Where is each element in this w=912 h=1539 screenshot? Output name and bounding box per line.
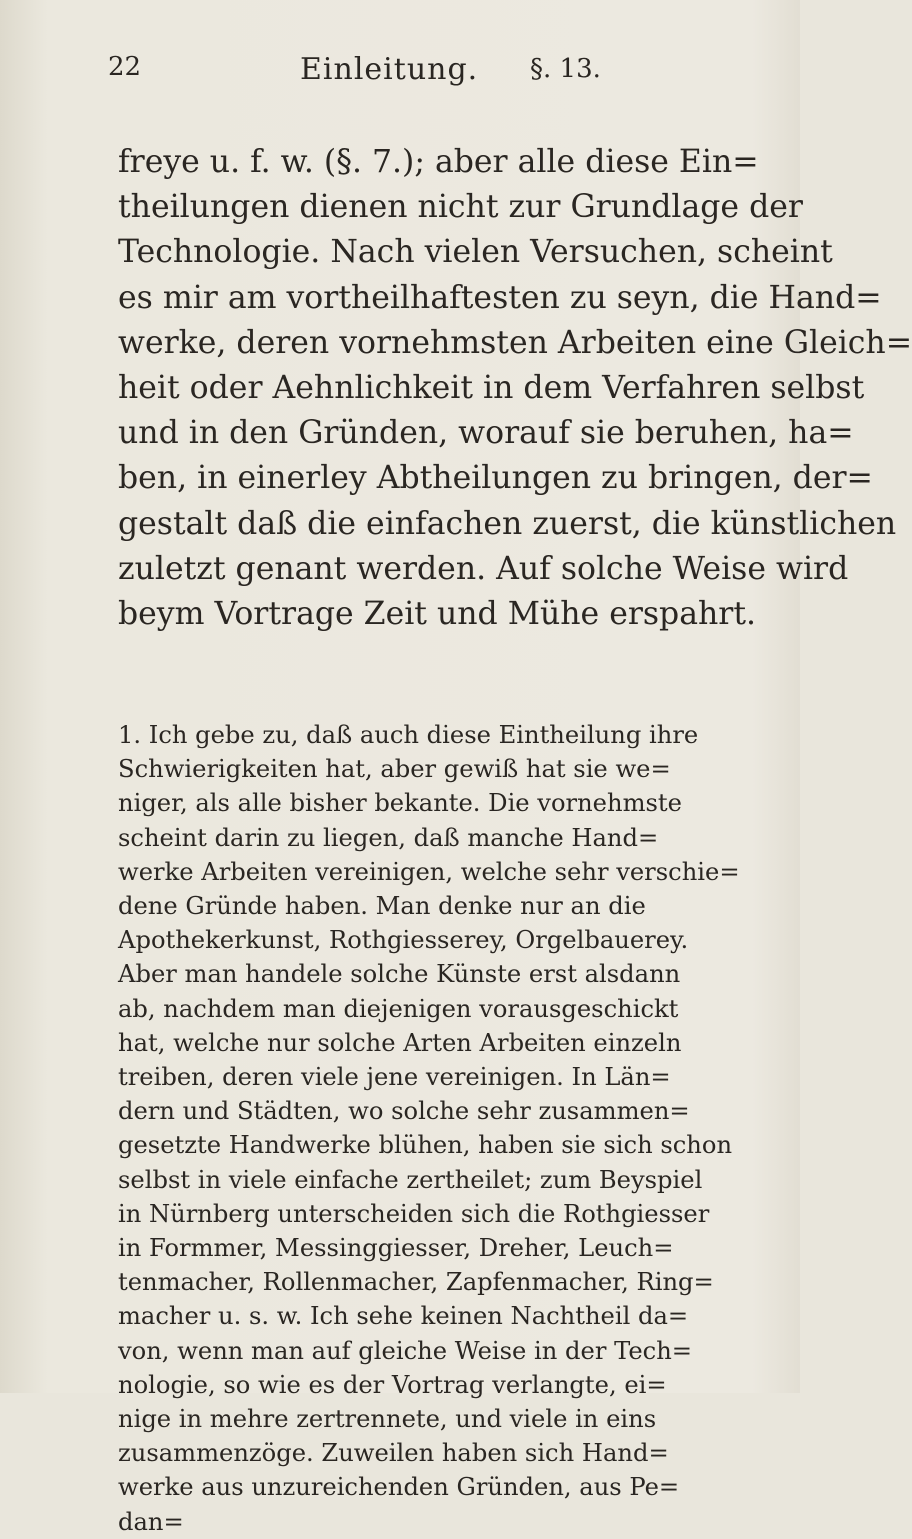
note-line: Aber man handele solche Künste erst alsdann bbox=[118, 960, 681, 989]
note-line: ab, nachdem man diejenigen vorausgeschickt bbox=[118, 994, 679, 1023]
text-line: freye u. f. w. (§. 7.); aber alle diese Ein= bbox=[118, 144, 759, 180]
note-line: in Nürnberg unterscheiden sich die Rothgiesser bbox=[118, 1199, 710, 1228]
note-line: dene Gründe haben. Man denke nur an die bbox=[118, 892, 646, 921]
note-line: werke aus unzureichenden Gründen, aus Pe= bbox=[118, 1473, 680, 1502]
note-line: macher u. s. w. Ich sehe keinen Nachtheil da= bbox=[118, 1302, 689, 1331]
note-line: hat, welche nur solche Arten Arbeiten einzeln bbox=[118, 1028, 682, 1057]
note-line: in Formmer, Messinggiesser, Dreher, Leuch= bbox=[118, 1234, 674, 1263]
note-line: scheint darin zu liegen, daß manche Hand= bbox=[118, 823, 659, 852]
note-line: 1. Ich gebe zu, daß auch diese Eintheilung ihre bbox=[118, 721, 699, 749]
note-line: tenmacher, Rollenmacher, Zapfenmacher, Ring= bbox=[118, 1268, 714, 1297]
page-number: 22 bbox=[108, 52, 142, 82]
note-line: treiben, deren viele jene vereinigen. In Län= bbox=[118, 1063, 671, 1092]
page-header bbox=[0, 52, 800, 96]
note-line: selbst in viele einfache zertheilet; zum Beyspiel bbox=[118, 1165, 703, 1194]
main-text bbox=[118, 140, 912, 637]
note-line: werke Arbeiten vereinigen, welche sehr verschie= bbox=[118, 857, 740, 886]
note-line: dern und Städten, wo solche sehr zusammen= bbox=[118, 1097, 690, 1126]
text-line: heit oder Aehnlichkeit in dem Verfahren selbst bbox=[118, 370, 865, 407]
text-line: und in den Gründen, worauf sie beruhen, ha= bbox=[118, 415, 854, 452]
note-line: dan= bbox=[118, 1507, 184, 1536]
text-line: es mir am vortheilhaftesten zu seyn, die Hand= bbox=[118, 279, 882, 316]
text-line: Technologie. Nach vielen Versuchen, scheint bbox=[118, 234, 833, 271]
note-line: nologie, so wie es der Vortrag verlangte, ei= bbox=[118, 1370, 667, 1399]
note-line: Apothekerkunst, Rothgiesserey, Orgelbauerey. bbox=[118, 926, 689, 955]
note-line: niger, als alle bisher bekante. Die vornehmste bbox=[118, 789, 682, 818]
section-number: §. 13. bbox=[530, 54, 601, 84]
note-line: zusammenzöge. Zuweilen haben sich Hand= bbox=[118, 1439, 669, 1468]
running-title: Einleitung. bbox=[300, 52, 479, 87]
text-line: theilungen dienen nicht zur Grundlage der bbox=[118, 189, 803, 226]
note-line: gesetzte Handwerke blühen, haben sie sich schon bbox=[118, 1131, 733, 1160]
note-text bbox=[118, 718, 740, 1539]
note-line: von, wenn man auf gleiche Weise in der Tech= bbox=[118, 1336, 693, 1365]
text-line: zuletzt genant werden. Auf solche Weise wird bbox=[118, 550, 849, 587]
text-line: ben, in einerley Abtheilungen zu bringen, der= bbox=[118, 460, 873, 497]
note-line: Schwierigkeiten hat, aber gewiß hat sie we= bbox=[118, 755, 671, 784]
text-line: beym Vortrage Zeit und Mühe erspahrt. bbox=[118, 596, 757, 633]
text-line: gestalt daß die einfachen zuerst, die künstlichen bbox=[118, 505, 897, 542]
text-line: werke, deren vornehmsten Arbeiten eine Gleich= bbox=[118, 324, 912, 361]
note-line: nige in mehre zertrennete, und viele in eins bbox=[118, 1405, 657, 1434]
